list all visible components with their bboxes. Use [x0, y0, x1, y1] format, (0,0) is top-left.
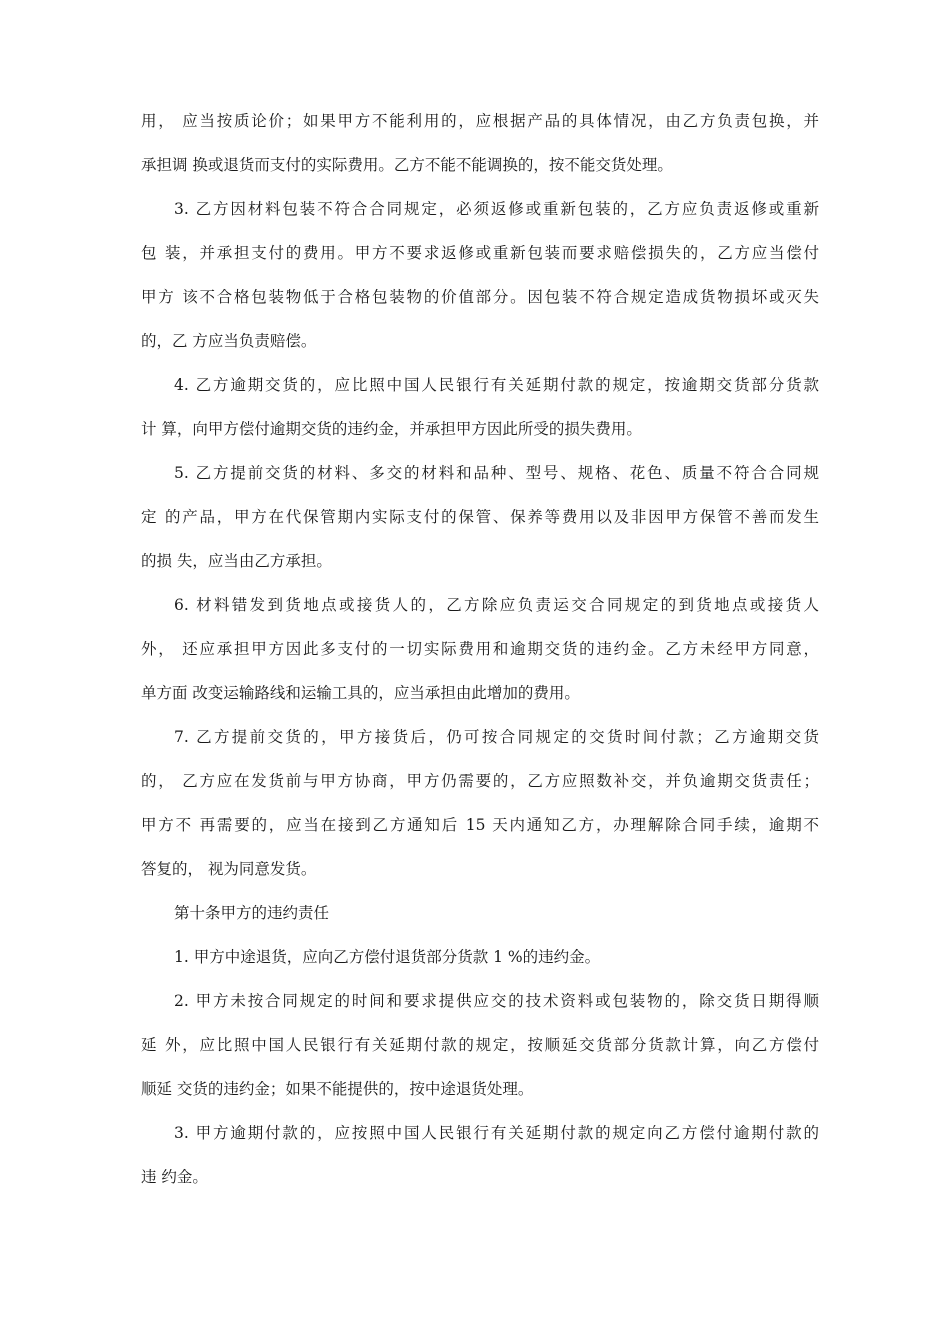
text-line-content: 甲方不 再需要的，应当在接到乙方通知后 15 天内通知乙方，办理解除合同手续，逾期不	[141, 816, 819, 834]
text-line-content: 计 算，向甲方偿付逾期交货的违约金，并承担甲方因此所受的损失费用。	[141, 420, 642, 438]
text-line-content: 3. 甲方逾期付款的，应按照中国人民银行有关延期付款的规定向乙方偿付逾期付款的	[174, 1124, 819, 1142]
document-body	[141, 106, 819, 1206]
text-line-content: 包 装，并承担支付的费用。甲方不要求返修或重新包装而要求赔偿损失的，乙方应当偿付	[141, 244, 819, 262]
text-line	[141, 194, 819, 238]
text-line-content: 1. 甲方中途退货，应向乙方偿付退货部分货款 1 %的违约金。	[174, 948, 601, 966]
text-line-content: 承担调 换或退货而支付的实际费用。乙方不能不能调换的，按不能交货处理。	[141, 156, 673, 174]
text-line	[141, 546, 819, 590]
text-line	[141, 678, 819, 722]
text-line-content: 单方面 改变运输路线和运输工具的，应当承担由此增加的费用。	[141, 684, 580, 702]
text-line	[141, 898, 819, 942]
text-line	[141, 810, 819, 854]
text-line	[141, 1118, 819, 1162]
text-line-content: 违 约金。	[141, 1168, 208, 1186]
text-line-content: 的， 乙方应在发货前与甲方协商，甲方仍需要的，乙方应照数补交，并负逾期交货责任；	[141, 772, 819, 790]
text-line-content: 外， 还应承担甲方因此多支付的一切实际费用和逾期交货的违约金。乙方未经甲方同意，	[141, 640, 819, 658]
text-line	[141, 986, 819, 1030]
text-line-content: 5. 乙方提前交货的材料、多交的材料和品种、型号、规格、花色、质量不符合合同规	[174, 464, 819, 482]
text-line	[141, 458, 819, 502]
text-line	[141, 590, 819, 634]
text-line	[141, 722, 819, 766]
text-line	[141, 1030, 819, 1074]
text-line	[141, 766, 819, 810]
text-line	[141, 942, 819, 986]
text-line-content: 定 的产品，甲方在代保管期内实际支付的保管、保养等费用以及非因甲方保管不善而发生	[141, 508, 819, 526]
text-line-content: 的，乙 方应当负责赔偿。	[141, 332, 317, 350]
text-line-content: 顺延 交货的违约金；如果不能提供的，按中途退货处理。	[141, 1080, 534, 1098]
text-line	[141, 1162, 819, 1206]
text-line	[141, 282, 819, 326]
text-line-content: 2. 甲方未按合同规定的时间和要求提供应交的技术资料或包装物的，除交货日期得顺	[174, 992, 819, 1010]
text-line-content: 6. 材料错发到货地点或接货人的，乙方除应负责运交合同规定的到货地点或接货人	[174, 596, 819, 614]
text-line-content: 3. 乙方因材料包装不符合合同规定，必须返修或重新包装的，乙方应负责返修或重新	[174, 200, 819, 218]
text-line-content: 的损 失，应当由乙方承担。	[141, 552, 332, 570]
text-line-content: 甲方 该不合格包装物低于合格包装物的价值部分。因包装不符合规定造成货物损坏或灭失	[141, 288, 819, 306]
text-line	[141, 326, 819, 370]
text-line	[141, 414, 819, 458]
text-line	[141, 502, 819, 546]
text-line	[141, 634, 819, 678]
text-line-content: 7. 乙方提前交货的，甲方接货后，仍可按合同规定的交货时间付款；乙方逾期交货	[174, 728, 819, 746]
text-line	[141, 150, 819, 194]
text-line-content: 答复的， 视为同意发货。	[141, 860, 317, 878]
text-line	[141, 370, 819, 414]
text-line	[141, 1074, 819, 1118]
text-line	[141, 238, 819, 282]
text-line-content: 第十条甲方的违约责任	[174, 904, 330, 922]
text-line	[141, 854, 819, 898]
text-line-content: 4. 乙方逾期交货的，应比照中国人民银行有关延期付款的规定，按逾期交货部分货款	[174, 376, 819, 394]
text-line-content: 用， 应当按质论价；如果甲方不能利用的，应根据产品的具体情况，由乙方负责包换，并	[141, 112, 819, 130]
text-line-content: 延 外，应比照中国人民银行有关延期付款的规定，按顺延交货部分货款计算，向乙方偿付	[141, 1036, 819, 1054]
text-line	[141, 106, 819, 150]
